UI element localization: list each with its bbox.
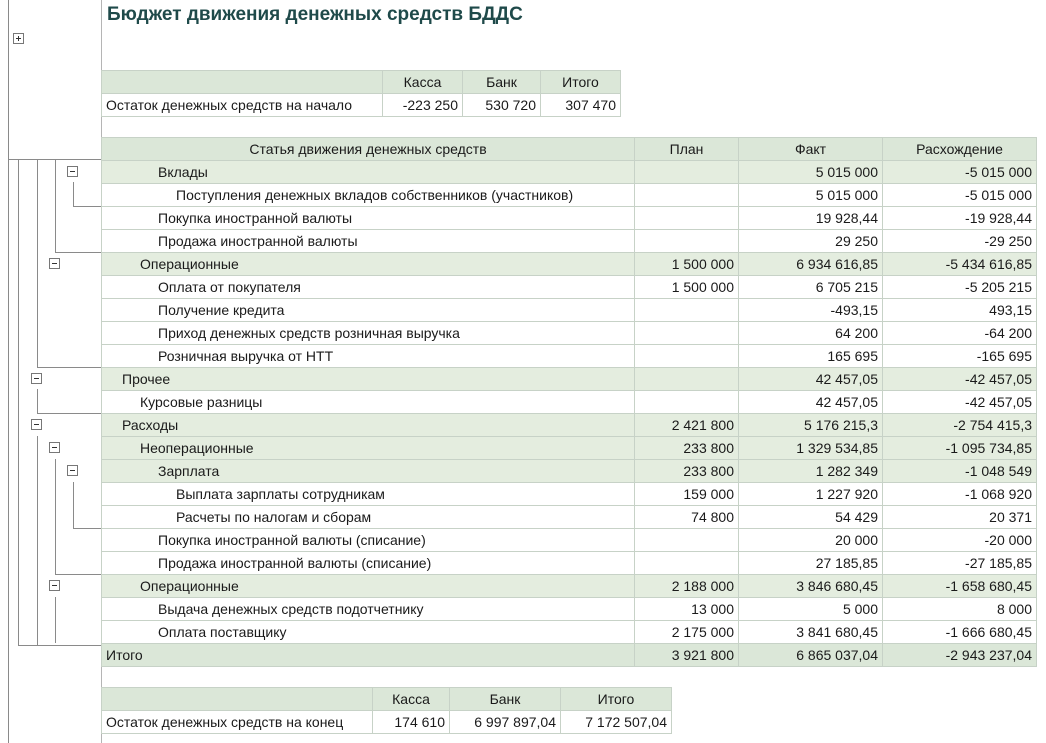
tree-line <box>73 182 74 206</box>
row-diff: -5 205 215 <box>883 276 1037 299</box>
tree-branch <box>73 206 101 207</box>
table-row <box>102 299 1037 322</box>
row-diff: -64 200 <box>883 322 1037 345</box>
row-diff: -1 095 734,85 <box>883 437 1037 460</box>
row-diff: -1 658 680,45 <box>883 575 1037 598</box>
row-plan <box>635 161 739 184</box>
tree-branch <box>73 528 101 529</box>
header-fact: Факт <box>739 138 883 161</box>
row-plan <box>635 207 739 230</box>
total-fact: 6 865 037,04 <box>739 644 883 667</box>
closing-header-total: Итого <box>561 688 672 711</box>
closing-kassa-value: 174 610 <box>373 711 450 734</box>
group-row <box>102 414 1037 437</box>
row-plan: 13 000 <box>635 598 739 621</box>
row-fact: -493,15 <box>739 299 883 322</box>
row-plan: 1 500 000 <box>635 253 739 276</box>
tree-line <box>37 159 38 367</box>
row-plan: 2 421 800 <box>635 414 739 437</box>
gutter-line-outer <box>8 0 9 743</box>
row-plan: 2 188 000 <box>635 575 739 598</box>
row-fact: 42 457,05 <box>739 368 883 391</box>
header-diff: Расхождение <box>883 138 1037 161</box>
opening-header-bank: Банк <box>463 71 541 94</box>
row-diff: -5 434 616,85 <box>883 253 1037 276</box>
row-plan <box>635 299 739 322</box>
tree-line <box>55 459 56 574</box>
row-label: Операционные <box>102 575 635 598</box>
collapse-icon[interactable] <box>49 258 60 269</box>
row-fact: 1 282 349 <box>739 460 883 483</box>
row-label: Розничная выручка от НТТ <box>102 345 635 368</box>
tree-branch <box>55 252 101 253</box>
row-plan: 159 000 <box>635 483 739 506</box>
row-fact: 5 015 000 <box>739 184 883 207</box>
row-diff: -19 928,44 <box>883 207 1037 230</box>
row-fact: 5 015 000 <box>739 161 883 184</box>
row-diff: -1 048 549 <box>883 460 1037 483</box>
row-label: Вклады <box>102 161 635 184</box>
table-row <box>102 621 1037 644</box>
row-label: Выплата зарплаты сотрудникам <box>102 483 635 506</box>
row-fact: 5 000 <box>739 598 883 621</box>
collapse-icon[interactable] <box>31 419 42 430</box>
row-diff: -20 000 <box>883 529 1037 552</box>
tree-branch <box>37 367 101 368</box>
group-row <box>102 161 1037 184</box>
opening-header-total: Итого <box>541 71 621 94</box>
row-fact: 6 934 616,85 <box>739 253 883 276</box>
report-title: Бюджет движения денежных средств БДДС <box>107 4 523 25</box>
row-fact: 6 705 215 <box>739 276 883 299</box>
opening-header-kassa: Касса <box>383 71 463 94</box>
tree-line <box>18 159 19 645</box>
opening-label: Остаток денежных средств на начало <box>102 94 383 117</box>
row-label: Оплата от покупателя <box>102 276 635 299</box>
group-row <box>102 368 1037 391</box>
tree-branch <box>37 413 101 414</box>
collapse-icon[interactable] <box>49 580 60 591</box>
row-label: Операционные <box>102 253 635 276</box>
row-plan <box>635 184 739 207</box>
table-row <box>102 529 1037 552</box>
group-row <box>102 575 1037 598</box>
opening-bank-value: 530 720 <box>463 94 541 117</box>
total-plan: 3 921 800 <box>635 644 739 667</box>
tree-line <box>55 597 56 643</box>
row-plan: 74 800 <box>635 506 739 529</box>
total-label: Итого <box>102 644 635 667</box>
row-label: Продажа иностранной валюты <box>102 230 635 253</box>
total-diff: -2 943 237,04 <box>883 644 1037 667</box>
row-label: Зарплата <box>102 460 635 483</box>
row-plan: 233 800 <box>635 460 739 483</box>
row-label: Продажа иностранной валюты (списание) <box>102 552 635 575</box>
row-fact: 27 185,85 <box>739 552 883 575</box>
tree-branch <box>18 645 101 646</box>
opening-header-empty <box>102 71 383 94</box>
header-plan: План <box>635 138 739 161</box>
row-diff: 20 371 <box>883 506 1037 529</box>
row-plan: 2 175 000 <box>635 621 739 644</box>
closing-balance-table <box>101 687 672 734</box>
collapse-icon[interactable] <box>67 166 78 177</box>
closing-total-value: 7 172 507,04 <box>561 711 672 734</box>
table-row <box>102 230 1037 253</box>
row-label: Курсовые разницы <box>102 391 635 414</box>
row-label: Поступления денежных вкладов собственников (участников) <box>102 184 635 207</box>
collapse-icon[interactable] <box>67 465 78 476</box>
row-plan <box>635 368 739 391</box>
table-row <box>102 483 1037 506</box>
closing-header-kassa: Касса <box>373 688 450 711</box>
row-diff: -5 015 000 <box>883 184 1037 207</box>
row-label: Покупка иностранной валюты <box>102 207 635 230</box>
row-label: Выдача денежных средств подотчетнику <box>102 598 635 621</box>
tree-line <box>55 159 56 253</box>
row-label: Неоперационные <box>102 437 635 460</box>
row-plan <box>635 230 739 253</box>
row-plan: 233 800 <box>635 437 739 460</box>
row-label: Оплата поставщику <box>102 621 635 644</box>
table-row <box>102 276 1037 299</box>
table-row <box>102 506 1037 529</box>
row-label: Получение кредита <box>102 299 635 322</box>
row-diff: 493,15 <box>883 299 1037 322</box>
row-fact: 1 227 920 <box>739 483 883 506</box>
tree-line <box>73 482 74 528</box>
table-row <box>102 391 1037 414</box>
row-fact: 42 457,05 <box>739 391 883 414</box>
table-row <box>102 322 1037 345</box>
row-fact: 29 250 <box>739 230 883 253</box>
row-plan <box>635 552 739 575</box>
row-diff: -165 695 <box>883 345 1037 368</box>
row-plan <box>635 345 739 368</box>
row-fact: 19 928,44 <box>739 207 883 230</box>
table-row <box>102 598 1037 621</box>
group-row <box>102 437 1037 460</box>
closing-header-empty <box>102 688 373 711</box>
row-plan <box>635 391 739 414</box>
table-row <box>102 207 1037 230</box>
tree-line <box>37 389 38 413</box>
row-label: Прочее <box>102 368 635 391</box>
expand-all-icon[interactable] <box>13 33 24 44</box>
group-row <box>102 253 1037 276</box>
row-diff: -1 666 680,45 <box>883 621 1037 644</box>
row-plan: 1 500 000 <box>635 276 739 299</box>
row-fact: 3 846 680,45 <box>739 575 883 598</box>
row-diff: -2 754 415,3 <box>883 414 1037 437</box>
row-plan <box>635 529 739 552</box>
row-label: Покупка иностранной валюты (списание) <box>102 529 635 552</box>
table-row <box>102 184 1037 207</box>
row-label: Расчеты по налогам и сборам <box>102 506 635 529</box>
collapse-icon[interactable] <box>31 373 42 384</box>
row-diff: -29 250 <box>883 230 1037 253</box>
row-fact: 20 000 <box>739 529 883 552</box>
row-plan <box>635 322 739 345</box>
row-fact: 54 429 <box>739 506 883 529</box>
header-article: Статья движения денежных средств <box>102 138 635 161</box>
row-diff: -27 185,85 <box>883 552 1037 575</box>
row-diff: -1 068 920 <box>883 483 1037 506</box>
row-diff: -42 457,05 <box>883 368 1037 391</box>
tree-branch <box>55 574 101 575</box>
collapse-icon[interactable] <box>49 442 60 453</box>
opening-kassa-value: -223 250 <box>383 94 463 117</box>
opening-balance-table <box>101 70 621 117</box>
row-fact: 165 695 <box>739 345 883 368</box>
opening-total-value: 307 470 <box>541 94 621 117</box>
closing-bank-value: 6 997 897,04 <box>450 711 561 734</box>
table-row <box>102 552 1037 575</box>
row-label: Расходы <box>102 414 635 437</box>
tree-line <box>37 436 38 645</box>
group-row <box>102 460 1037 483</box>
budget-table <box>101 137 1037 667</box>
row-label: Приход денежных средств розничная выручка <box>102 322 635 345</box>
row-diff: -42 457,05 <box>883 391 1037 414</box>
row-diff: -5 015 000 <box>883 161 1037 184</box>
row-fact: 1 329 534,85 <box>739 437 883 460</box>
row-diff: 8 000 <box>883 598 1037 621</box>
closing-label: Остаток денежных средств на конец <box>102 711 373 734</box>
closing-header-bank: Банк <box>450 688 561 711</box>
row-fact: 5 176 215,3 <box>739 414 883 437</box>
row-fact: 64 200 <box>739 322 883 345</box>
row-fact: 3 841 680,45 <box>739 621 883 644</box>
table-row <box>102 345 1037 368</box>
